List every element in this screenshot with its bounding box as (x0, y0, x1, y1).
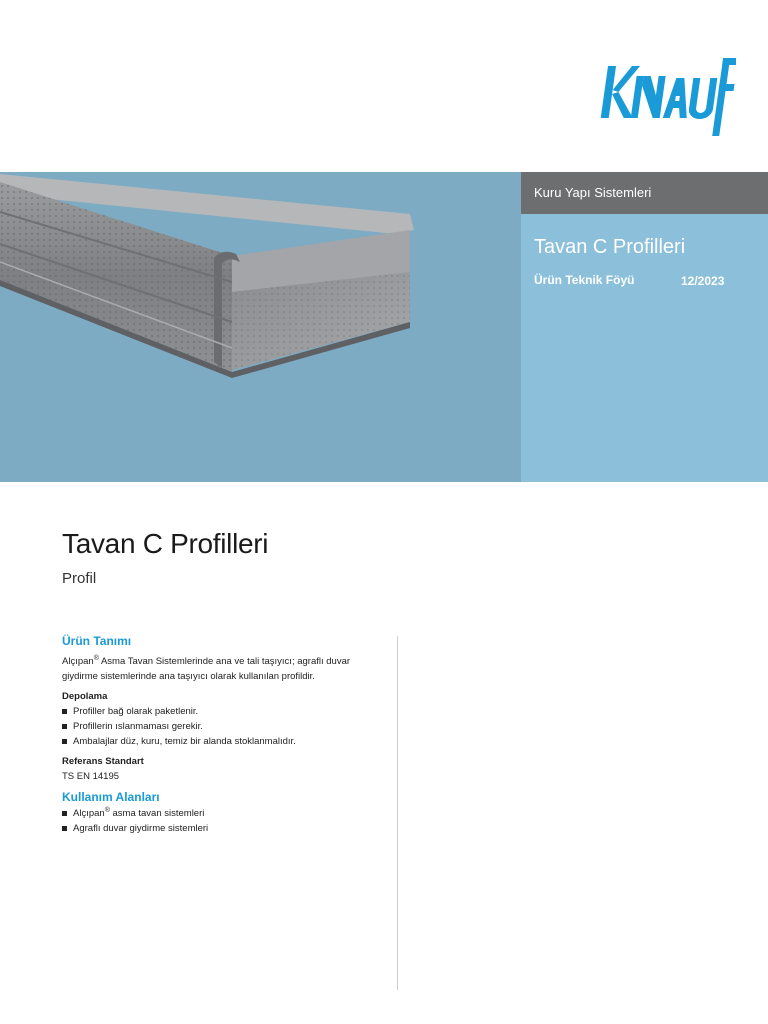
urun-tanimi-text: Alçıpan® Asma Tavan Sistemlerinde ana ve tali taşıyıcı; agraflı duvar giydirme sistemlerinde ana taşıyıcı olarak kullanılan profildir. (62, 654, 351, 682)
list-item: Ambalajlar düz, kuru, temiz bir alanda stoklanmalıdır. (62, 734, 362, 749)
header-panel (521, 172, 768, 482)
referans-value: TS EN 14195 (62, 771, 120, 782)
page-subtitle: Profil (62, 570, 97, 587)
category-bar: Kuru Yapı Sistemleri (521, 172, 768, 214)
section-heading-depolama: Depolama (62, 691, 108, 702)
knauf-logo (596, 52, 736, 136)
header-title: Tavan C Profilleri (534, 236, 686, 258)
content-column (62, 634, 362, 836)
list-item: Alçıpan® asma tavan sistemleri (62, 806, 362, 821)
depolama-list (62, 704, 362, 749)
doc-type-label: Ürün Teknik Föyü (534, 273, 635, 287)
list-item: Agraflı duvar giydirme sistemleri (62, 821, 362, 836)
hero-banner (0, 172, 768, 482)
page-title: Tavan C Profilleri (62, 528, 269, 559)
kullanim-list (62, 806, 362, 836)
profile-photo (0, 172, 521, 482)
section-heading-referans: Referans Standart (62, 756, 144, 767)
list-item: Profiller bağ olarak paketlenir. (62, 704, 362, 719)
section-heading-kullanim: Kullanım Alanları (62, 790, 160, 804)
doc-date: 12/2023 (681, 274, 725, 288)
list-item: Profillerin ıslanmaması gerekir. (62, 719, 362, 734)
section-heading-urun-tanimi: Ürün Tanımı (62, 634, 132, 648)
column-divider (397, 636, 398, 990)
